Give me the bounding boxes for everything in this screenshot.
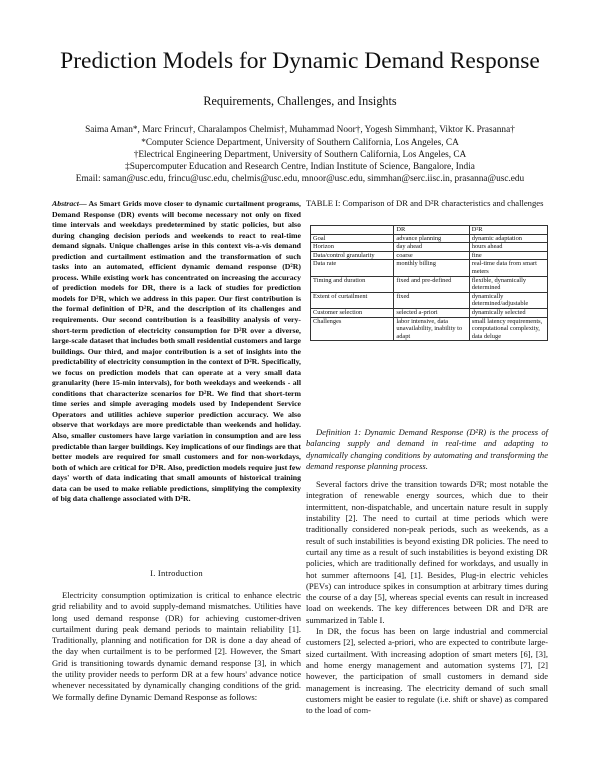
table-row	[311, 292, 548, 308]
table-cell: fine	[469, 251, 547, 260]
table-caption: TABLE I: Comparison of DR and D²R characteristics and challenges	[306, 198, 544, 208]
table-cell: Customer selection	[311, 308, 394, 317]
abstract-label: Abstract	[52, 199, 79, 208]
table-cell: selected a-priori	[394, 308, 469, 317]
table-cell: monthly billing	[394, 260, 469, 276]
table-cell: advance planning	[394, 234, 469, 243]
table-row	[311, 243, 548, 252]
table-cell: dynamically determined/adjustable	[469, 292, 547, 308]
author-list: Saima Aman*, Marc Frincu†, Charalampos Chelmis†, Muhammad Noor†, Yogesh Simmhan‡, Viktor K. Prasanna†	[85, 125, 515, 135]
table-row	[311, 317, 548, 341]
table-cell: day ahead	[394, 243, 469, 252]
abstract-text: — As Smart Grids move closer to dynamic curtailment programs, Demand Response (DR) events will become necessary not only on fixed time intervals and weekdays predetermined by static policies, but also during changing decision periods and weekends to react to real-time demand signals. Unique challenges arise in this context vis-a-vis demand prediction and curtailment estimation and the transformation of such tasks into an automated, efficient dynamic demand response (D²R) process. While existing work has concentrated on increasing the accuracy of prediction models for DR, there is a lack of studies for prediction models for D²R, which we address in this paper. Our first contribution is the formal definition of D²R, and the description of its challenges and requirements. Our second contribution is a feasibility analysis of very-short-term prediction of electricity consumption for D²R over a diverse, large-scale dataset that includes both small residential customers and large buildings. Our third, and major contribution is a set of insights into the predictability of electricity consumption in the context of D²R. Specifically, we focus on prediction models that can operate at a very small data granularity (here 15-min intervals), for both weekdays and weekends - all conditions that characterize scenarios for D²R. We find that short-term time series and simple averaging models used by Independent Service Operators and utilities achieve superior prediction accuracy. We also observe that workdays are more predictable than weekends and holiday. Also, smaller customers have large variation in consumption and are less predictable than larger buildings. Key implications of our findings are that better models are required for small customers and for non-workdays, both of which are critical for D²R. Also, prediction models require just few days' worth of data indicating that small amounts of historical training data can be used to make reliable predictions, simplifying the complexity of big data challenge associated with D²R.	[52, 199, 301, 504]
affiliation-2: †Electrical Engineering Department, University of Southern California, Los Angeles, CA	[133, 150, 467, 160]
paper-title: Prediction Models for Dynamic Demand Response	[60, 48, 540, 74]
introduction-body	[52, 590, 301, 703]
comparison-table	[310, 225, 548, 341]
table-cell: dynamically selected	[469, 308, 547, 317]
right-column-body	[306, 427, 548, 716]
table-cell: Extent of curtailment	[311, 292, 394, 308]
body-paragraph: In DR, the focus has been on large industrial and commercial customers [2], selected a-priori, who are expected to contribute large-sized curtailment. With increasing adoption of smart meters [6], [3], and home energy management and automation systems [7], [2] however, the participation of small customers in demand side management is increasing. The electricity demand of such small customers might be easier to regulate (i.e. shift or shave) as compared to the load of com-	[306, 626, 548, 716]
table-cell: coarse	[394, 251, 469, 260]
table-row	[311, 276, 548, 292]
table-cell: dynamic adaptation	[469, 234, 547, 243]
table-cell: Data/control granularity	[311, 251, 394, 260]
table-header-cell	[311, 226, 394, 235]
abstract	[52, 199, 301, 505]
table-row	[311, 234, 548, 243]
table-cell: real-time data from smart meters	[469, 260, 547, 276]
table-cell: flexible, dynamically determined	[469, 276, 547, 292]
table-header-row	[311, 226, 548, 235]
table-header-cell: DR	[394, 226, 469, 235]
definition-paragraph	[306, 427, 548, 472]
table-cell: Goal	[311, 234, 394, 243]
email-line: Email: saman@usc.edu, frincu@usc.edu, chelmis@usc.edu, mnoor@usc.edu, simmhan@serc.iisc.in, prasanna@usc.edu	[75, 174, 525, 184]
body-paragraph: Several factors drive the transition towards D²R; most notable the integration of renewable energy sources, which due to their intermittent, non-dispatchable, and uncertain nature result in supply instability [2]. The need to curtail at time periods which were traditionally considered non-peak periods, such as weekends, as a result of such instabilities is beyond existing DR policies. The need to curtail any time as a result of such instabilities is beyond existing DR policies, which are traditionally defined for workdays, and usually in hot summer afternoons [4], [1]. Besides, Plug-in electric vehicles (PEVs) can introduce spikes in consumption at arbitrary times during the course of a day [5], whereas special events can result in increased load on weekends. The key differences between DR and D²R are summarized in Table I.	[306, 479, 548, 625]
table-header-cell: D²R	[469, 226, 547, 235]
table-row	[311, 308, 548, 317]
table-cell: Challenges	[311, 317, 394, 341]
section-heading-introduction: I. Introduction	[150, 568, 203, 578]
table-cell: Data rate	[311, 260, 394, 276]
table-cell: small latency requirements, computational complexity, data deluge	[469, 317, 547, 341]
paper-subtitle: Requirements, Challenges, and Insights	[203, 94, 397, 108]
table-cell: labor intensive, data unavailability, inability to adapt	[394, 317, 469, 341]
table-row	[311, 260, 548, 276]
definition-text: Dynamic Demand Response (D²R) is the process of balancing supply and demand in real-time and adapting to dynamically changing conditions by automating and transforming the demand response planning process.	[306, 427, 548, 471]
definition-label: Definition 1:	[316, 427, 362, 437]
table-cell: hours ahead	[469, 243, 547, 252]
table-row	[311, 251, 548, 260]
table-cell: fixed	[394, 292, 469, 308]
intro-paragraph: Electricity consumption optimization is critical to enhance electric grid reliability and to avoid supply-demand mismatches. Utilities have long used demand response (DR) for achieving customer-driven curtailment during peak demand periods to maintain reliability [1]. Traditionally, planning and notification for DR is done a day ahead of the day when curtailment is to be performed [2]. However, the Smart Grid is transitioning towards dynamic demand response [3], in which the utility provider needs to perform DR at a few hours' advance notice whenever necessitated by dynamically changing conditions of the grid. We formally define Dynamic Demand Response as follows:	[52, 590, 301, 702]
table-cell: Timing and duration	[311, 276, 394, 292]
table-cell: Horizon	[311, 243, 394, 252]
affiliation-3: ‡Supercomputer Education and Research Centre, Indian Institute of Science, Bangalore, India	[125, 162, 475, 172]
affiliation-1: *Computer Science Department, University of Southern California, Los Angeles, CA	[141, 138, 459, 148]
table-cell: fixed and pre-defined	[394, 276, 469, 292]
